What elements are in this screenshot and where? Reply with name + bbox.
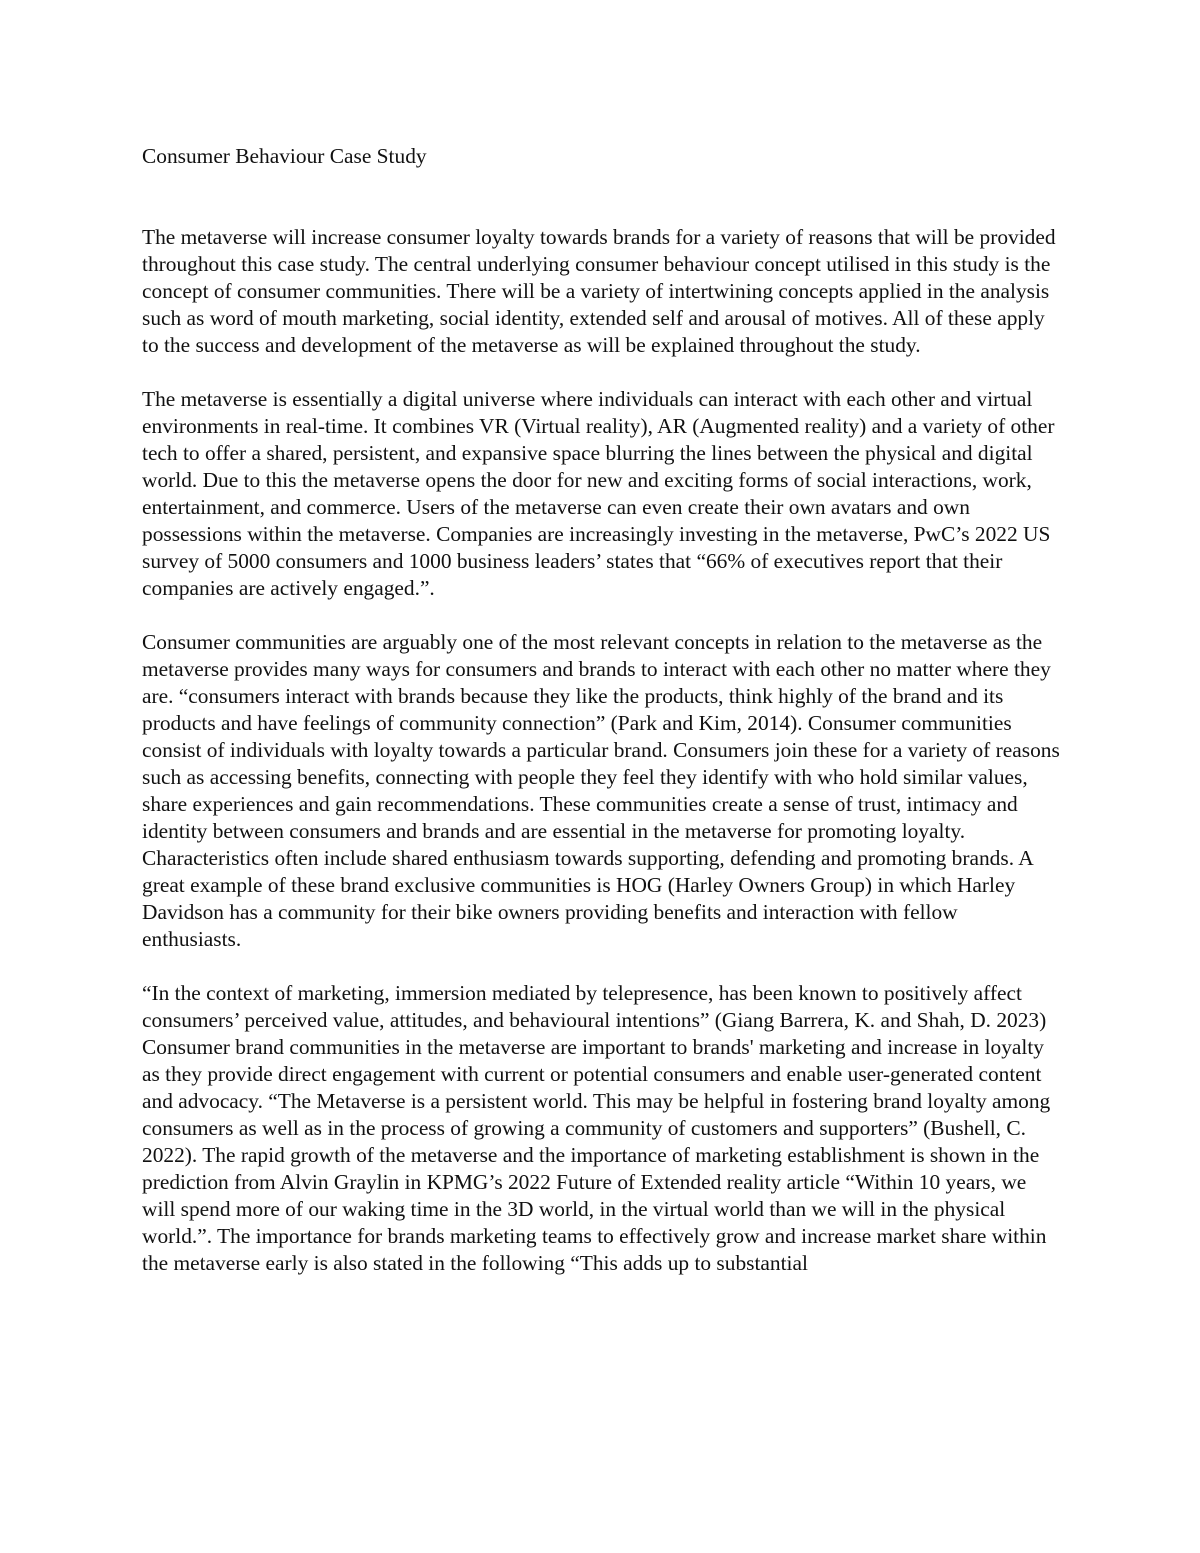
document-title: Consumer Behaviour Case Study bbox=[142, 144, 427, 168]
document-body bbox=[142, 143, 1062, 1304]
paragraph-metaverse-definition: The metaverse is essentially a digital universe where individuals can interact with each other and virtual environments in real-time. It combines VR (Virtual reality), AR (Augmented reality) and a variety of other tech to offer a shared, persistent, and expansive space blurring the lines between the physical and digital world. Due to this the metaverse opens the door for new and exciting forms of social interactions, work, entertainment, and commerce. Users of the metaverse can even create their own avatars and own possessions within the metaverse. Companies are increasingly investing in the metaverse, PwC’s 2022 US survey of 5000 consumers and 1000 business leaders’ states that “66% of executives report that their companies are actively engaged.”. bbox=[142, 387, 1055, 600]
paragraph-consumer-communities: Consumer communities are arguably one of the most relevant concepts in relation to the metaverse as the metaverse provides many ways for consumers and brands to interact with each other no matter where they are. “consumers interact with brands because they like the products, think highly of the brand and its products and have feelings of community connection” (Park and Kim, 2014). Consumer communities consist of individuals with loyalty towards a particular brand. Consumers join these for a variety of reasons such as accessing benefits, connecting with people they feel they identify with who hold similar values, share experiences and gain recommendations. These communities create a sense of trust, intimacy and identity between consumers and brands and are essential in the metaverse for promoting loyalty. Characteristics often include shared enthusiasm towards supporting, defending and promoting brands. A great example of these brand exclusive communities is HOG (Harley Owners Group) in which Harley Davidson has a community for their bike owners providing benefits and interaction with fellow enthusiasts. bbox=[142, 630, 1060, 951]
paragraph-introduction: The metaverse will increase consumer loyalty towards brands for a variety of reasons that will be provided throughout this case study. The central underlying consumer behaviour concept utilised in this study is the concept of consumer communities. There will be a variety of intertwining concepts applied in the analysis such as word of mouth marketing, social identity, extended self and arousal of motives. All of these apply to the success and development of the metaverse as will be explained throughout the study. bbox=[142, 225, 1056, 357]
paragraph-immersion-marketing: “In the context of marketing, immersion mediated by telepresence, has been known to positively affect consumers’ perceived value, attitudes, and behavioural intentions” (Giang Barrera, K. and Shah, D. 2023) Consumer brand communities in the metaverse are important to brands' marketing and increase in loyalty as they provide direct engagement with current or potential consumers and enable user-generated content and advocacy. “The Metaverse is a persistent world. This may be helpful in fostering brand loyalty among consumers as well as in the process of growing a community of customers and supporters” (Bushell, C. 2022). The rapid growth of the metaverse and the importance of marketing establishment is shown in the prediction from Alvin Graylin in KPMG’s 2022 Future of Extended reality article “Within 10 years, we will spend more of our waking time in the 3D world, in the virtual world than we will in the physical world.”. The importance for brands marketing teams to effectively grow and increase market share within the metaverse early is also stated in the following “This adds up to substantial bbox=[142, 981, 1051, 1275]
